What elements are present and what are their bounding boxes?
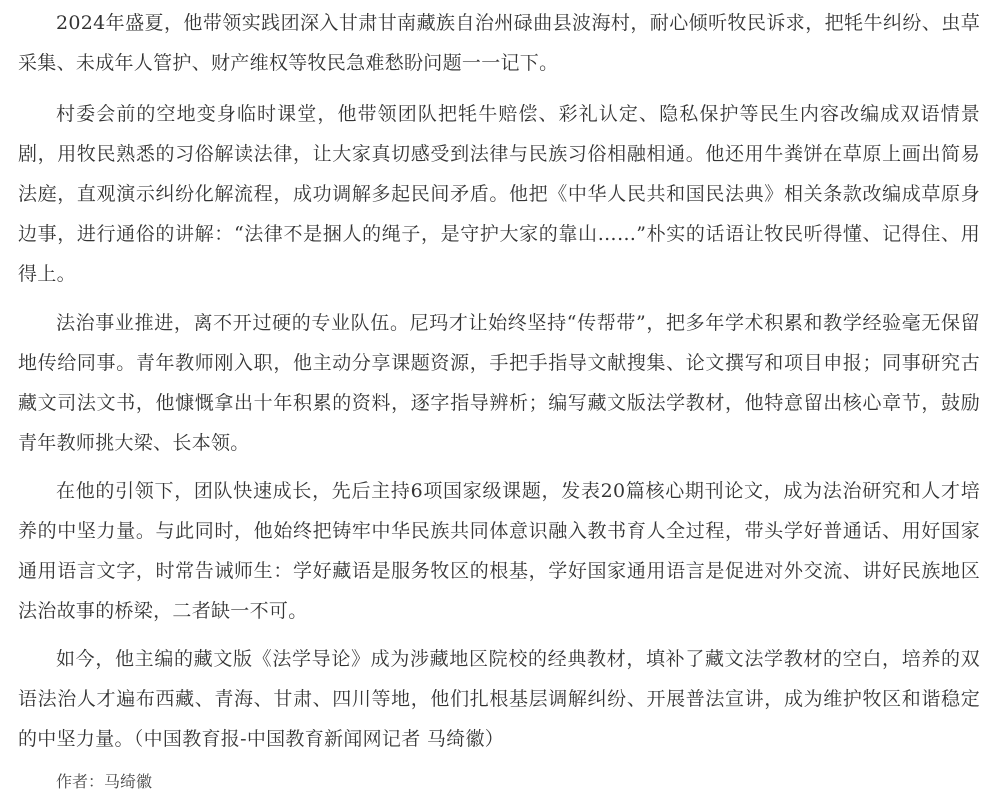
paragraph-3: 法治事业推进，离不开过硬的专业队伍。尼玛才让始终坚持“传帮带”，把多年学术积累和教学经验毫无保留地传给同事。青年教师刚入职，他主动分享课题资源，手把手指导文献搜集、论文撰写和项目申报；同事研究古藏文司法文书，他慷慨拿出十年积累的资料，逐字指导辨析；编写藏文版法学教材，他特意留出核心章节，鼓励青年教师挑大梁、长本领。: [18, 312, 980, 454]
paragraph-5: 如今，他主编的藏文版《法学导论》成为涉藏地区院校的经典教材，填补了藏文法学教材的空白，培养的双语法治人才遍布西藏、青海、甘肃、四川等地，他们扎根基层调解纠纷、开展普法宣讲，成为维护牧区和谐稳定的中坚力量。（中国教育报-中国教育新闻网记者 马绮徽）: [18, 648, 980, 750]
paragraph-2: 村委会前的空地变身临时课堂，他带领团队把牦牛赔偿、彩礼认定、隐私保护等民生内容改编成双语情景剧，用牧民熟悉的习俗解读法律，让大家真切感受到法律与民族习俗相融相通。他还用牛粪饼在草原上画出简易法庭，直观演示纠纷化解流程，成功调解多起民间矛盾。他把《中华人民共和国民法典》相关条款改编成草原身边事，进行通俗的讲解：“法律不是捆人的绳子，是守护大家的靠山……”朴实的话语让牧民听得懂、记得住、用得上。: [18, 103, 980, 285]
paragraph-4: 在他的引领下，团队快速成长，先后主持6项国家级课题，发表20篇核心期刊论文，成为法治研究和人才培养的中坚力量。与此同时，他始终把铸牢中华民族共同体意识融入教书育人全过程，带头学好普通话、用好国家通用语言文字，时常告诫师生：学好藏语是服务牧区的根基，学好国家通用语言是促进对外交流、讲好民族地区法治故事的桥梁，二者缺一不可。: [18, 480, 980, 622]
paragraph-1: 2024年盛夏，他带领实践团深入甘肃甘南藏族自治州碌曲县波海村，耐心倾听牧民诉求，把牦牛纠纷、虫草采集、未成年人管护、财产维权等牧民急难愁盼问题一一记下。: [18, 12, 980, 74]
author-line: 作者：马绮徽: [56, 772, 153, 791]
